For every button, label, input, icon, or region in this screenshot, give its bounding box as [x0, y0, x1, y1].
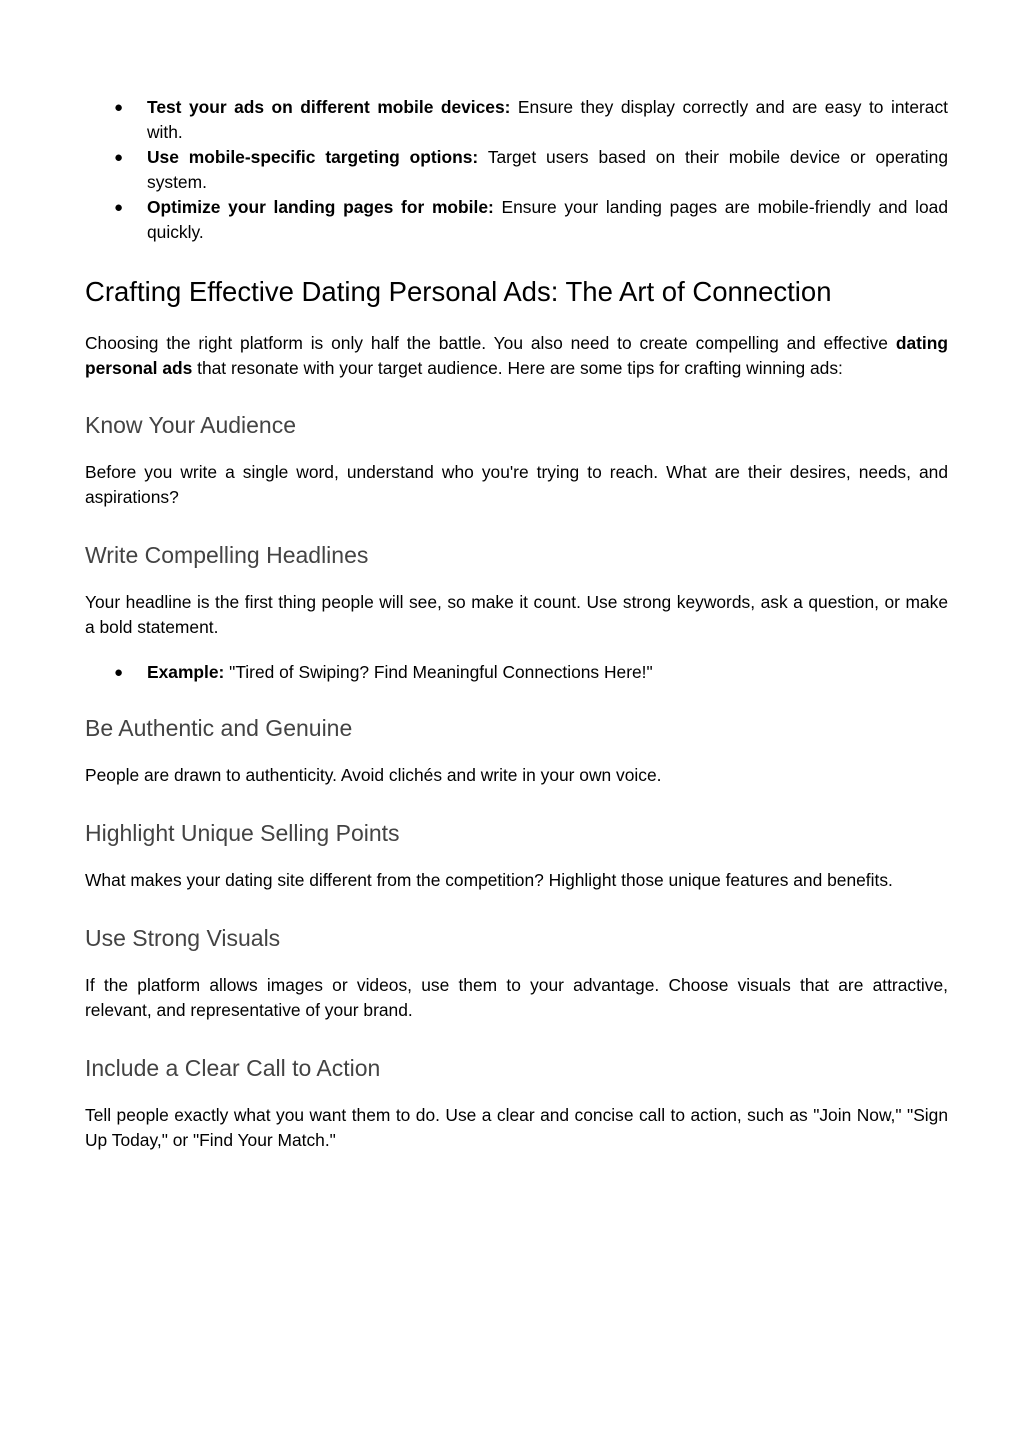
list-item [85, 660, 948, 685]
authentic-heading: Be Authentic and Genuine [85, 715, 353, 741]
visuals-paragraph: If the platform allows images or videos, use them to your advantage. Choose visuals that are attractive, relevant, and representative of your brand. [85, 975, 948, 1020]
intro-text-after: that resonate with your target audience. Here are some tips for crafting winning ads: [192, 358, 843, 378]
list-item-text: Ensure your landing pages are mobile-friendly and load quickly. [147, 197, 949, 242]
bullet-icon: ● [114, 149, 124, 166]
list-item-text: Ensure they display correctly and are easy to interact with. [147, 97, 948, 142]
cta-heading: Include a Clear Call to Action [85, 1055, 381, 1081]
usp-paragraph: What makes your dating site different from the competition? Highlight those unique features and benefits. [85, 870, 893, 890]
authentic-paragraph: People are drawn to authenticity. Avoid clichés and write in your own voice. [85, 765, 662, 785]
bullet-icon: ● [114, 664, 124, 681]
intro-bold-text: dating personal ads [85, 333, 948, 378]
section-title: Crafting Effective Dating Personal Ads: The Art of Connection [85, 276, 832, 307]
audience-paragraph: Before you write a single word, understand who you're trying to reach. What are their desires, needs, and aspirations? [85, 462, 948, 507]
mobile-tips-list [85, 95, 948, 245]
example-label: Example: [147, 662, 225, 682]
list-item [85, 145, 948, 195]
headlines-heading: Write Compelling Headlines [85, 542, 369, 568]
audience-heading: Know Your Audience [85, 412, 297, 438]
usp-heading: Highlight Unique Selling Points [85, 820, 400, 846]
list-item-bold: Optimize your landing pages for mobile: [147, 197, 494, 217]
visuals-heading: Use Strong Visuals [85, 925, 281, 951]
list-item-bold: Use mobile-specific targeting options: [147, 147, 479, 167]
headlines-paragraph: Your headline is the first thing people will see, so make it count. Use strong keywords, ask a question, or make a bold statement. [85, 592, 948, 637]
list-item-bold: Test your ads on different mobile devices: [147, 97, 511, 117]
example-list [85, 660, 948, 685]
bullet-icon: ● [114, 99, 124, 116]
bullet-icon: ● [114, 199, 124, 216]
list-item [85, 195, 948, 245]
cta-paragraph: Tell people exactly what you want them to do. Use a clear and concise call to action, such as "Join Now," "Sign Up Today," or "Find Your Match." [85, 1105, 948, 1150]
example-text: "Tired of Swiping? Find Meaningful Connections Here!" [224, 662, 653, 682]
intro-text-before: Choosing the right platform is only half the battle. You also need to create compelling and effective [85, 333, 896, 353]
list-item [85, 95, 948, 145]
document-page [85, 95, 948, 1153]
intro-paragraph [85, 331, 948, 381]
list-item-text: Target users based on their mobile device or operating system. [147, 147, 948, 192]
